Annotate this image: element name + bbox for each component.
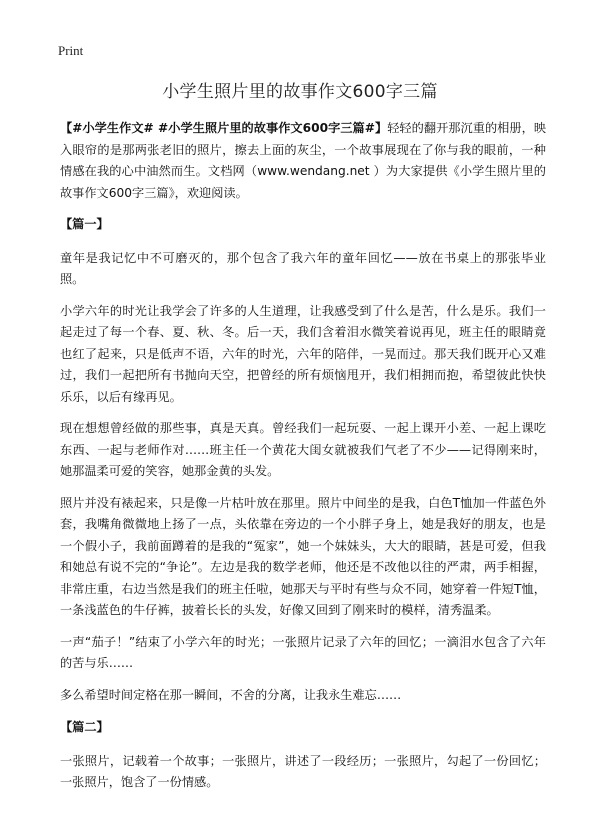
section-1-paragraph-6: 多么希望时间定格在那一瞬间，不舍的分离，让我永生难忘…… bbox=[60, 687, 402, 702]
section-heading-1: 【篇一】 bbox=[60, 217, 109, 231]
section-1-paragraph-5: 一声“茄子！”结束了小学六年的时光；一张照片记录了六年的回忆；一滴泪水包含了六年的苦与乐…… bbox=[60, 634, 546, 670]
intro-paragraph bbox=[60, 118, 546, 204]
intro-tags[interactable]: 【#小学生作文# #小学生照片里的故事作文600字三篇#】 bbox=[60, 121, 388, 135]
section-1-paragraph-2: 小学六年的时光让我学会了许多的人生道理，让我感受到了什么是苦，什么是乐。我们一起走过了每一个春、夏、秋、冬。后一天，我们含着泪水微笑着说再见，班主任的眼睛竟也红了起来，只是低声不语，六年的时光，六年的陪伴，一晃而过。那天我们既开心又难过，我们一起把所有书抛向天空，把曾经的所有烦恼甩开，我们相拥而抱，希望彼此快快乐乐，以后有缘再见。 bbox=[60, 303, 546, 404]
section-2-paragraph-1: 一张照片，记载着一个故事；一张照片，讲述了一段经历；一张照片，勾起了一份回忆；一张照片，饱含了一份情感。 bbox=[60, 753, 546, 789]
page-title: 小学生照片里的故事作文600字三篇 bbox=[162, 82, 438, 102]
article-body bbox=[60, 118, 546, 804]
section-1-paragraph-1: 童年是我记忆中不可磨灭的，那个包含了我六年的童年回忆——放在书桌上的那张毕业照。 bbox=[60, 250, 546, 286]
section-1-paragraph-4: 照片并没有裱起来，只是像一片枯叶放在那里。照片中间坐的是我，白色T恤加一件蓝色外套，我嘴角微微地上扬了一点，头依靠在旁边的一个小胖子身上，她是我好的朋友，也是一个假小子，我前面蹲着的是我的“冤家”，她一个妹妹头，大大的眼睛，甚是可爱，但我和她总有说不完的“争论”。左边是我的数学老师，他还是不改他以往的严肃，两手相握，非常庄重，右边当然是我们的班主任啦，她那天与平时有些与众不同，她穿着一件短T恤，一条浅蓝色的牛仔裤，披着长长的头发，好像又回到了刚来时的模样，清秀温柔。 bbox=[60, 495, 546, 617]
intro-text: 轻轻的翻开那沉重的相册，映入眼帘的是那两张老旧的照片，擦去上面的灰尘，一个故事展现在了你与我的眼前，一种情感在我的心中油然而生。文档网（www.wendang.net ）为大家提供《小学生照片里的故事作文600字三篇》，欢迎阅读。 bbox=[60, 121, 547, 200]
print-link[interactable]: Print bbox=[58, 43, 84, 58]
section-1-paragraph-3: 现在想想曾经做的那些事，真是天真。曾经我们一起玩耍、一起上课开小差、一起上课吃东西、一起与老师作对……班主任一个黄花大闺女就被我们气老了不少——记得刚来时，她那温柔可爱的笑容，她那金黄的头发。 bbox=[60, 421, 546, 478]
section-heading-2: 【篇二】 bbox=[60, 720, 109, 734]
